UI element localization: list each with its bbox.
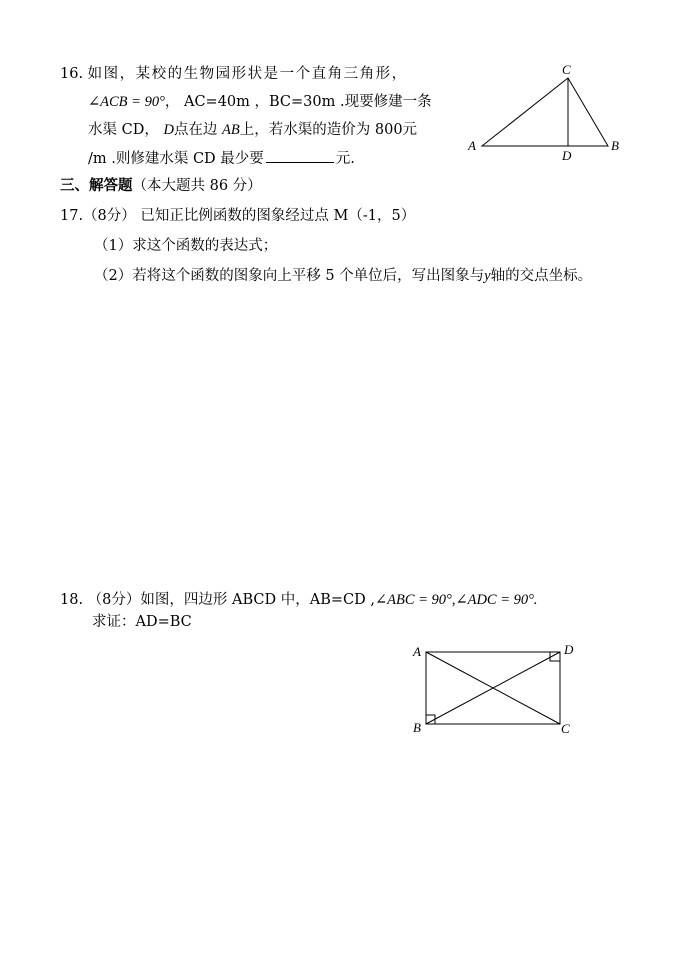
- q16-number: 16.: [60, 66, 84, 82]
- q16-text-3a: 水渠 CD，: [88, 122, 159, 138]
- q17-y-axis: y: [484, 268, 491, 284]
- q16-text-3b: 点在边: [173, 122, 218, 138]
- label-a: A: [413, 644, 421, 659]
- label-a: A: [468, 138, 476, 153]
- q16-angle-expr: ∠ACB = 90°: [88, 94, 165, 110]
- label-c: C: [562, 62, 571, 77]
- q18-header: [60, 590, 538, 610]
- q18-header-text: 18. （8分）如图，四边形 ABCD 中，AB=CD ,: [60, 592, 375, 608]
- q17-header: 17.（8分） 已知正比例函数的图象经过点 M（-1，5）: [60, 208, 416, 224]
- q16-triangle-figure: [466, 64, 626, 164]
- triangle-acb: [482, 78, 608, 146]
- q16-segment-ab: AB: [222, 122, 240, 138]
- q17-sub-2-text-a: （2）若将这个函数的图象向上平移 5 个单位后，写出图象与: [94, 268, 485, 284]
- section-3-heading: [60, 176, 262, 196]
- section-3-title: 三、解答题: [60, 177, 133, 194]
- label-b: B: [611, 138, 619, 153]
- q16-line-4: [88, 148, 355, 169]
- q16-text-3c: 上，若水渠的造价为 800元: [239, 122, 418, 138]
- q18-quadrilateral-figure: [410, 640, 580, 740]
- q16-line-2: [88, 92, 432, 112]
- label-b: B: [413, 720, 421, 735]
- q16-text-4a: /m .则修建水渠 CD 最少要: [88, 151, 264, 167]
- q16-line-1: [60, 64, 408, 84]
- q17-sub-2: [94, 266, 592, 286]
- q18-header-math: ∠ABC = 90°,∠ADC = 90°.: [374, 592, 538, 608]
- label-d: D: [564, 642, 574, 657]
- label-d: D: [562, 148, 572, 163]
- label-c: C: [561, 721, 570, 736]
- q16-line-3: [88, 120, 417, 140]
- section-3-note: （本大题共 86 分）: [132, 178, 262, 194]
- q16-point-d: D: [163, 122, 174, 138]
- q16-answer-blank[interactable]: [266, 148, 334, 163]
- q16-text-2: ， AC=40m ，BC=30m .现要修建一条: [164, 94, 432, 110]
- q18-proof: 求证：AD=BC: [92, 614, 192, 630]
- q17-sub-1: （1）求这个函数的表达式；: [94, 238, 278, 254]
- q16-text-1: 如图，某校的生物园形状是一个直角三角形，: [87, 66, 408, 82]
- q16-text-4b: 元.: [335, 151, 355, 167]
- q17-sub-2-text-b: 轴的交点坐标。: [490, 268, 593, 284]
